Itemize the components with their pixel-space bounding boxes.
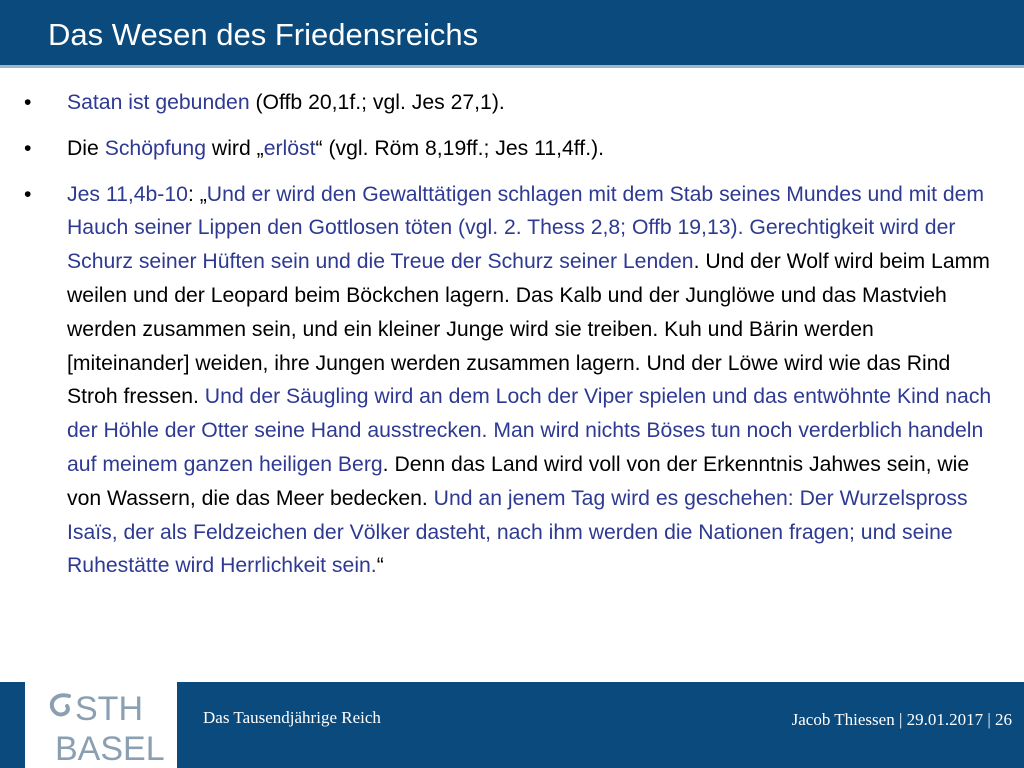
text-segment: (Offb 20,1f.; vgl. Jes 27,1).: [249, 91, 505, 114]
text-segment: erlöst: [263, 136, 316, 160]
text-segment: Jes 11,4b-10: [67, 182, 188, 206]
presentation-title: Das Tausendjährige Reich: [203, 708, 381, 727]
slide-content: [0, 86, 1024, 595]
text-segment: Schöpfung: [104, 136, 207, 160]
text-segment: “: [376, 554, 384, 578]
text-segment: Satan ist gebunden: [67, 91, 250, 114]
footer-bar: [0, 682, 1024, 768]
text-segment: Und an jenem Tag wird es geschehen: Der Wurzelspross Isaïs, der als Feldzeichen der Völker dasteht, nach ihm werden die Nationen fragen; und seine Ruhestätte wird Herrlichkeit sein.: [67, 486, 968, 578]
slide-title: Das Wesen des Friedensreichs: [48, 17, 479, 52]
sth-basel-logo: [25, 682, 177, 768]
bullet-marker: •: [24, 136, 32, 160]
text-segment: . Denn das Land wird voll von der Erkenntnis Jahwes sein, wie von Wassern, die das Meer bedecken.: [67, 452, 970, 510]
text-segment: . Und der Wolf wird beim Lamm weilen und der Leopard beim Böckchen lagern. Das Kalb und der Junglöwe und das Mastvieh werden zusammen sein, und ein kleiner Junge wird sie treiben. Kuh und Bärin werden [miteinander] weiden, ihre Jungen werden zusammen lagern. Und der Löwe wird wie das Rind Stroh fressen.: [67, 250, 990, 409]
spiral-mark: [52, 695, 69, 714]
text-segment: “ (vgl. Röm 8,19ff.; Jes 11,4ff.).: [315, 136, 605, 160]
text-segment: Und er wird den Gewalttätigen schlagen mit dem Stab seines Mundes und mit dem Hauch seiner Lippen den Gottlosen töten (vgl. 2. Thess 2,8; Offb 19,13). Gerechtigkeit wird der Schurz seiner Hüften sein und die Treue der Schurz seiner Lenden: [67, 182, 985, 274]
bullet-item-2: [0, 132, 1024, 166]
bullet-marker: •: [24, 91, 32, 114]
author-date-page: Jacob Thiessen | 29.01.2017 | 26: [791, 710, 1012, 729]
sth-basel-logo-graphic: [25, 682, 177, 768]
bullet-item-1: [0, 86, 1024, 120]
logo-line-1: STH: [75, 690, 143, 728]
title-bar: [0, 0, 1024, 68]
text-segment: wird „: [206, 136, 264, 160]
bullet-item-3: [0, 178, 1024, 584]
text-segment: : „: [187, 182, 207, 206]
logo-line-2: BASEL: [55, 730, 165, 768]
text-segment: Die: [67, 136, 105, 160]
text-segment: Und der Säugling wird an dem Loch der Viper spielen und das entwöhnte Kind nach der Höhle der Otter seine Hand ausstrecken. Man wird nichts Böses tun noch verderblich handeln auf meinem ganzen heiligen Berg: [67, 385, 992, 476]
bullet-marker: •: [24, 182, 32, 206]
